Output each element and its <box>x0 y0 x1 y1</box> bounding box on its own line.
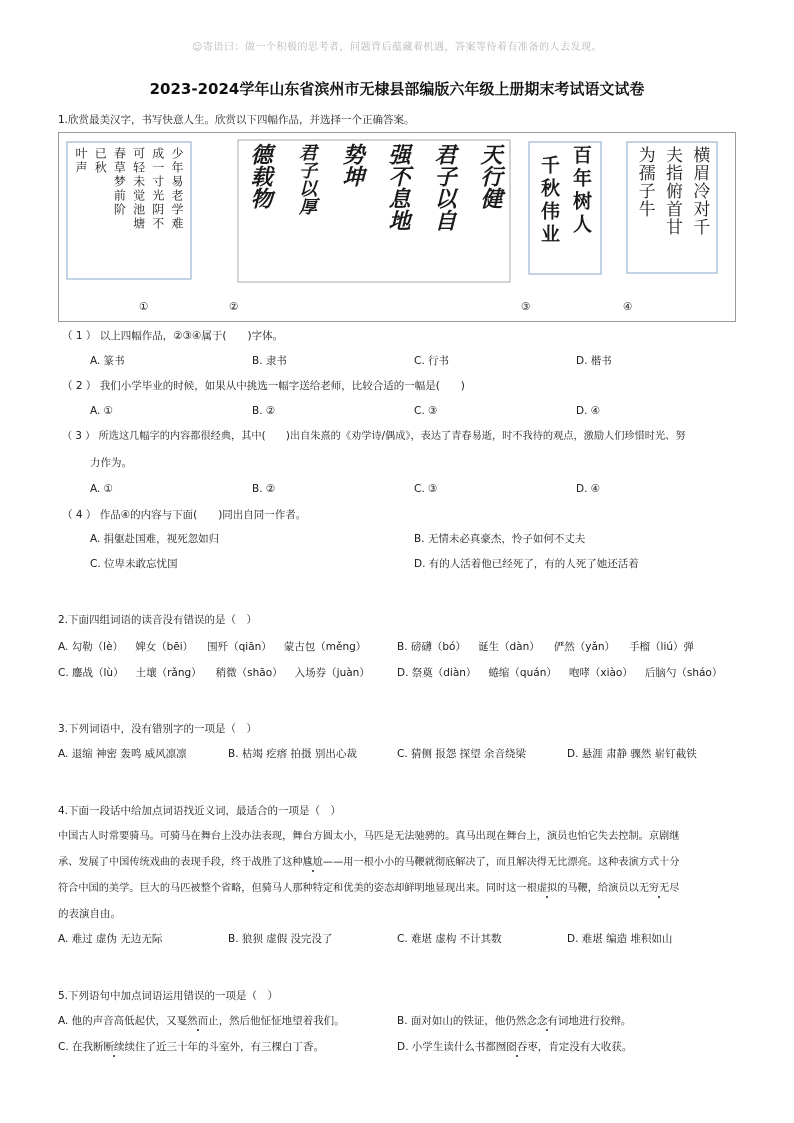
q1-sub1-option-b[interactable]: B. 隶书 <box>252 355 287 367</box>
q3-stem: 3.下列词语中，没有错别字的一项是（ ） <box>58 723 258 735</box>
q2-c-word-4: 入场券（juàn） <box>294 667 370 679</box>
q2-d-word-3: 咆哮（xiào） <box>568 667 633 679</box>
q3-option-d[interactable]: D. 悬涯 肃静 骤然 崭钉截铁 <box>567 748 697 760</box>
work4-col-1: 横眉冷对千 <box>689 146 710 236</box>
q4-dotted-word-1: 尴尬 <box>302 857 323 868</box>
q2-c-word-2: 土壤（rǎng） <box>135 667 202 679</box>
q1-sub3-stem-cont: 力作为。 <box>90 457 132 469</box>
q1-sub1-option-d[interactable]: D. 楷书 <box>576 355 612 367</box>
work3-text <box>533 145 597 271</box>
q5-option-a[interactable] <box>58 1014 345 1028</box>
work4-text <box>631 146 713 270</box>
work1-col-6: 叶声 <box>74 147 88 175</box>
q5-a-post: ，然后他怔怔地望着我们。 <box>218 1015 345 1027</box>
work1-col-4: 春草梦前阶 <box>112 147 127 217</box>
q2-b-word-1: 磅礴（bó） <box>410 641 466 653</box>
q2-b-prefix: B. <box>397 641 411 653</box>
q2-option-c[interactable] <box>58 666 370 680</box>
q1-sub3-option-d[interactable]: D. ④ <box>576 483 601 495</box>
work4-col-3: 为孺子牛 <box>634 146 655 218</box>
work1-text <box>73 147 185 273</box>
q5-c-dotted: 断断续续 <box>93 1041 136 1053</box>
work1-col-2: 成一寸光阴不 <box>150 147 165 231</box>
q2-stem: 2.下面四组词语的读音没有错误的是（ ） <box>58 614 258 626</box>
q4-passage-line-3 <box>58 882 679 896</box>
q5-c-pre: C. 在我 <box>58 1041 94 1053</box>
q2-a-prefix: A. <box>58 641 72 653</box>
work2-col-3: 强不息地 <box>385 143 411 231</box>
q4-p2-post: ——用一根小小的马鞭就彻底解决了，而且解决得无比漂亮。这种表演方式十分 <box>322 857 680 868</box>
q1-sub4-option-c[interactable]: C. 位卑未敢忘忧国 <box>90 558 178 570</box>
work2-col-4: 势坤 <box>339 143 365 187</box>
q1-sub2-option-d[interactable]: D. ④ <box>576 405 601 417</box>
q2-c-word-1: 鏖战（lù） <box>72 667 124 679</box>
work2-col-5: 君子以厚 <box>296 143 317 215</box>
q1-stem: 1.欣赏最美汉字，书写快意人生。欣赏以下四幅作品，并选择一个正确答案。 <box>58 114 415 126</box>
q4-dotted-word-2: 虚拟 <box>536 883 558 894</box>
q1-sub2-option-b[interactable]: B. ② <box>252 405 276 417</box>
work4-col-2: 夫指俯首甘 <box>661 146 682 236</box>
q5-a-dotted: 戛然而止 <box>176 1015 219 1027</box>
q4-passage-line-1: 中国古人时常要骑马。可骑马在舞台上没办法表现，舞台方圆太小，马匹是无法驰骋的。真马出现在舞台上，演员也怕它失去控制。京剧继 <box>58 831 680 842</box>
work1-col-3: 可轻未觉池塘 <box>131 147 146 231</box>
q1-sub4-option-d[interactable]: D. 有的人活着他已经死了，有的人死了她还活着 <box>414 558 639 570</box>
work1-col-1: 少年易老学难 <box>169 147 184 231</box>
motto-header: ☺寄语曰：做一个积极的思考者，问题背后蕴藏着机遇，答案等待着有准备的人去发现。 <box>192 42 602 53</box>
q2-a-word-1: 勾勒（lè） <box>71 641 124 653</box>
q2-a-word-3: 围歼（qiān） <box>207 641 272 653</box>
q4-p3-pre: 符合中国的美学。巨大的马匹被整个省略，但骑马人那种特定和优美的姿态却鲜明地显现出来。同时这一根 <box>58 883 537 894</box>
q4-p3-mid: 的马鞭，给演员以 <box>557 883 639 894</box>
q5-a-pre: A. 他的声音高低起伏，又 <box>58 1015 177 1027</box>
q1-sub1-option-c[interactable]: C. 行书 <box>414 355 450 367</box>
q2-d-prefix: D. <box>397 667 412 679</box>
q5-option-c[interactable] <box>58 1040 324 1054</box>
q1-sub2-option-c[interactable]: C. ③ <box>414 405 438 417</box>
q5-stem: 5.下列语句中加点词语运用错误的一项是（ ） <box>58 990 279 1002</box>
fig-label-2: ② <box>229 301 239 313</box>
q5-d-pre: D. 小学生读什么书都 <box>397 1041 496 1053</box>
q1-sub1-stem: （ 1 ） 以上四幅作品，②③④属于( )字体。 <box>62 330 284 342</box>
q1-sub3-option-a[interactable]: A. ① <box>90 483 114 495</box>
q3-option-b[interactable]: B. 枯竭 疙瘩 拍摄 别出心裁 <box>228 748 357 760</box>
q4-option-a[interactable]: A. 难过 虚伪 无边无际 <box>58 933 163 945</box>
q4-dotted-word-3: 无穷无尽 <box>638 883 680 894</box>
q1-sub2-option-a[interactable]: A. ① <box>90 405 114 417</box>
q4-option-d[interactable]: D. 难堪 编造 堆积如山 <box>567 933 673 945</box>
q5-b-dotted: 念念有词 <box>526 1015 569 1027</box>
q5-c-post: 住了近三十年的斗室外，有三棵白丁香。 <box>135 1041 325 1053</box>
q1-sub1-option-a[interactable]: A. 篆书 <box>90 355 125 367</box>
q3-option-c[interactable]: C. 猜侧 报怨 探望 余音绕梁 <box>397 748 527 760</box>
work3-col-1: 百年树人 <box>570 145 592 237</box>
q2-a-word-4: 蒙古包（měng） <box>283 641 367 653</box>
fig-label-1: ① <box>139 301 149 313</box>
q2-b-word-3: 俨然（yǎn） <box>553 641 616 653</box>
calligraphy-figure <box>58 132 736 322</box>
q4-option-c[interactable]: C. 难堪 虚构 不计其数 <box>397 933 502 945</box>
q4-passage-line-4: 的表演自由。 <box>58 908 121 920</box>
work2-col-6: 德载物 <box>247 143 273 209</box>
q1-sub3-stem: （ 3 ） 所选这几幅字的内容都很经典，其中( )出自朱熹的《劝学诗/偶成》，表达了青春易逝，时不我待的观点，激励人们珍惜时光、努 <box>62 431 686 442</box>
q1-sub4-option-a[interactable]: A. 捐躯赴国难，视死忽如归 <box>90 533 220 545</box>
q4-stem: 4.下面一段话中给加点词语找近义词，最适合的一项是（ ） <box>58 805 342 817</box>
work3-col-2: 千秋伟业 <box>538 155 560 247</box>
q1-sub4-stem: （ 4 ） 作品④的内容与下面( )同出自同一作者。 <box>62 509 307 521</box>
q1-sub4-option-b[interactable]: B. 无情未必真豪杰，怜子如何不丈夫 <box>414 533 586 545</box>
work2-text <box>247 143 503 279</box>
q2-d-word-4: 后脑勺（sháo） <box>644 667 723 679</box>
q5-option-d[interactable] <box>397 1040 632 1054</box>
q2-option-b[interactable] <box>397 640 694 654</box>
q2-option-d[interactable] <box>397 666 722 680</box>
q2-a-word-2: 婢女（bēi） <box>135 641 194 653</box>
q2-b-word-2: 诞生（dàn） <box>477 641 540 653</box>
work2-col-1: 天行健 <box>477 143 503 209</box>
fig-label-3: ③ <box>521 301 531 313</box>
work2-col-2: 君子以自 <box>431 143 457 231</box>
q5-b-post: 地进行狡辩。 <box>568 1015 632 1027</box>
q2-c-prefix: C. <box>58 667 73 679</box>
q2-c-word-3: 稍微（shāo） <box>215 667 283 679</box>
q5-b-pre: B. 面对如山的铁证，他仍然 <box>397 1015 527 1027</box>
q1-sub3-option-b[interactable]: B. ② <box>252 483 276 495</box>
q5-option-b[interactable] <box>397 1014 631 1028</box>
q2-b-word-4: 手榴（liú）弹 <box>629 641 695 653</box>
q5-d-dotted: 囫囵吞枣 <box>495 1041 538 1053</box>
q3-option-a[interactable]: A. 退缩 神密 轰鸣 威风凛凛 <box>58 748 187 760</box>
q4-p2-pre: 承、发展了中国传统戏曲的表现手段，终于战胜了这种 <box>58 857 303 868</box>
fig-label-4: ④ <box>623 301 633 313</box>
q2-d-word-1: 祭奠（diàn） <box>411 667 477 679</box>
q2-d-word-2: 蜷缩（quán） <box>488 667 557 679</box>
q1-sub2-stem: （ 2 ） 我们小学毕业的时候，如果从中挑选一幅字送给老师，比较合适的一幅是( ) <box>62 380 465 392</box>
q1-sub3-option-c[interactable]: C. ③ <box>414 483 438 495</box>
q2-option-a[interactable] <box>58 640 366 654</box>
work1-col-5: 已秋 <box>93 147 108 175</box>
q4-passage-line-2 <box>58 856 679 870</box>
q5-d-post: ，肯定没有大收获。 <box>537 1041 633 1053</box>
q4-option-b[interactable]: B. 狼狈 虚假 没完没了 <box>228 933 333 945</box>
page-title: 2023-2024学年山东省滨州市无棣县部编版六年级上册期末考试语文试卷 <box>149 80 645 98</box>
